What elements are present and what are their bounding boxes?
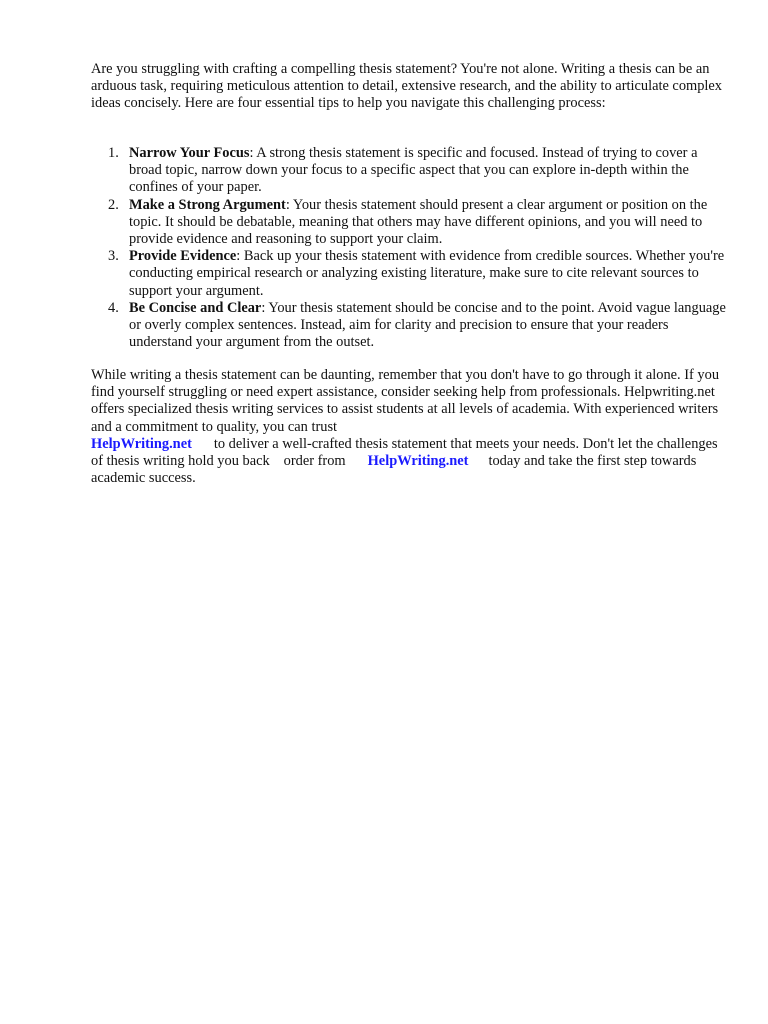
- list-item: [91, 300, 731, 352]
- intro-paragraph: Are you struggling with crafting a compelling thesis statement? You're not alone. Writing a thesis can be an arduous task, requiring meticulous attention to detail, extensive research, and the ability to articulate complex ideas concisely. Here are four essential tips to help you navigate this challenging process:: [91, 61, 722, 112]
- tip-text: : Back up your thesis statement with evidence from credible sources. Whether you're conducting empirical research or analyzing existing literature, make sure to cite relevant sources to support your argument.: [129, 248, 725, 299]
- list-number: 3.: [108, 248, 119, 265]
- tip-title: Make a Strong Argument: [129, 196, 286, 213]
- tip-text: : Your thesis statement should present a clear argument or position on the topic. It should be debatable, meaning that others may have different opinions, and you will need to provide evidence and reasoning to support your claim.: [129, 196, 708, 248]
- tip-title: Provide Evidence: [129, 248, 237, 265]
- list-number: 2.: [108, 196, 119, 213]
- closing-paragraph: [91, 367, 731, 487]
- tip-title: Be Concise and Clear: [129, 299, 262, 316]
- tips-list: [91, 145, 731, 351]
- list-number: 1.: [108, 145, 119, 161]
- list-item: [91, 197, 731, 249]
- tip-text: : A strong thesis statement is specific and focused. Instead of trying to cover a broad topic, narrow down your focus to a specific aspect that you can explore in-depth within the confines of your paper.: [129, 145, 698, 196]
- list-number: 4.: [108, 299, 119, 316]
- closing-text: today and take the first step towards academic success.: [91, 453, 697, 487]
- list-item: [91, 145, 731, 197]
- list-item: [91, 248, 731, 300]
- helpwriting-link[interactable]: HelpWriting.net: [91, 435, 192, 452]
- closing-text: to deliver a well-crafted thesis statement that meets your needs. Don't let the challenges of thesis writing hold you back: [91, 435, 718, 470]
- closing-text: order from: [283, 453, 346, 470]
- tip-text: : Your thesis statement should be concise and to the point. Avoid vague language or overly complex sentences. Instead, aim for clarity and precision to ensure that your readers understand your argument from the outset.: [129, 299, 726, 351]
- tip-title: Narrow Your Focus: [129, 145, 250, 161]
- helpwriting-link[interactable]: HelpWriting.net: [367, 453, 469, 470]
- closing-text: While writing a thesis statement can be daunting, remember that you don't have to go through it alone. If you find yourself struggling or need expert assistance, consider seeking help from professionals. Helpwriting.net offers specialized thesis writing services to assist students at all levels of academia. With experienced writers and a commitment to quality, you can trust: [91, 367, 720, 435]
